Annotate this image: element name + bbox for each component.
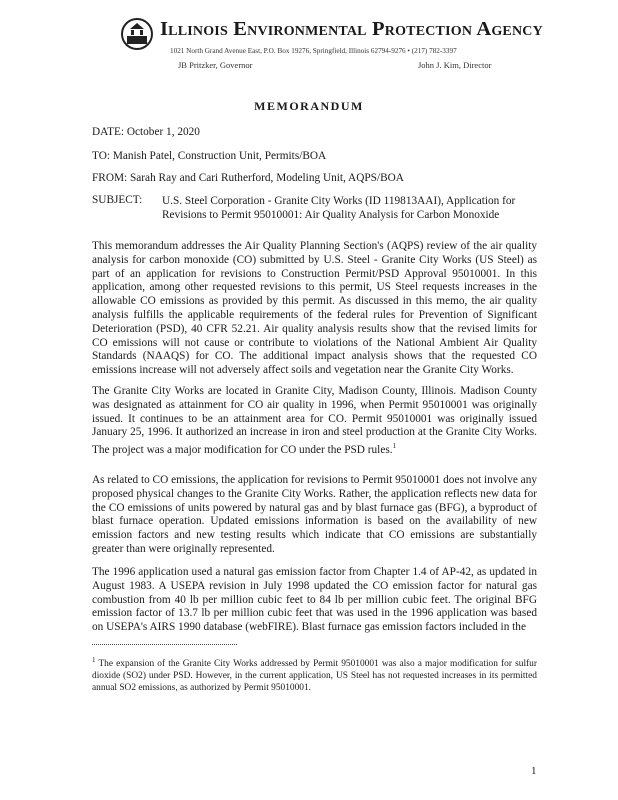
to-value: Manish Patel, Construction Unit, Permits/BOA xyxy=(112,150,327,162)
footnote xyxy=(92,654,537,694)
paragraph-co-emissions: As related to CO emissions, the application for revisions to Permit 95010001 does not involve any proposed physical changes to the Granite City Works. Rather, the application reflects new data for the CO emissions of units powered by natural gas and by blast furnace gas (BFG), a byproduct of blast furnace operation. Updated emissions information is based on the availability of new emission factors and new testing results which indicate that CO emissions are substantially greater than were originally represented. xyxy=(92,474,537,555)
from-label: FROM: xyxy=(92,172,128,184)
memo-title: MEMORANDUM xyxy=(254,99,364,113)
subject-label: SUBJECT: xyxy=(92,194,143,206)
date-label: DATE: xyxy=(92,126,125,138)
paragraph-location-text: The Granite City Works are located in Granite City, Madison County, Illinois. Madison County was designated as attainment for CO air quality in 1996, when Permit 95010001 was originally issued. It continues to be an attainment area for CO. Permit 95010001 was originally issued January 25, 1996. It authorized an increase in iron and steel production at the Granite City Works. The project was a major modification for CO under the PSD rules. xyxy=(92,385,537,456)
director-name: John J. Kim, Director xyxy=(418,60,492,70)
date-line xyxy=(92,126,200,138)
paragraph-intro: This memorandum addresses the Air Quality Planning Section's (AQPS) review of the air quality analysis for carbon monoxide (CO) submitted by U.S. Steel - Granite City Works (US Steel) as part of an application for revisions to Construction Permit/PSD Approval 95010001. In this application, among other requested revisions to this permit, US Steel requests increases in the allowable CO emissions as provided by this permit. As discussed in this memo, the air quality analysis fulfills the applicable requirements of the federal rules for Prevention of Significant Deterioration (PSD), 40 CFR 52.21. Air quality analysis results show that the revised limits for CO emissions will not cause or contribute to violations of the National Ambient Air Quality Standards (NAAQS) for CO. The additional impact analysis shows that the requested CO emissions increase will not adversely affect soils and vegetation near the Granite City Works. xyxy=(92,240,537,377)
subject-value: U.S. Steel Corporation - Granite City Works (ID 119813AAI), Application for Revisions to Permit 95010001: Air Quality Analysis for Carbon Monoxide xyxy=(162,195,516,221)
subject-line xyxy=(92,194,142,206)
footnote-mark: 1 xyxy=(92,656,96,664)
governor-name: JB Pritzker, Governor xyxy=(178,60,253,70)
footnote-text: The expansion of the Granite City Works addressed by Permit 95010001 was also a major modification for sulfur dioxide (SO2) under PSD. However, in the current application, US Steel has not requested increases in its permitted annual SO2 emissions, as authorized by Permit 95010001. xyxy=(92,659,537,694)
paragraph-emission-factors: The 1996 application used a natural gas emission factor from Chapter 1.4 of AP-42, as updated in August 1983. A USEPA revision in July 1998 updated the CO emission factor for natural gas combustion from 40 lb per million cubic feet to 84 lb per million cubic feet. The original BFG emission factor of 13.7 lb per million cubic feet that was used in the 1996 application was based on USEPA's AIRS 1990 database (webFIRE). Blast furnace gas emission factors included in the xyxy=(92,566,537,634)
agency-address: 1021 North Grand Avenue East, P.O. Box 19276, Springfield, Illinois 62794-9276 • (217) 782-3397 xyxy=(170,47,457,55)
agency-name: Illinois Environmental Protection Agency xyxy=(160,18,543,40)
paragraph-location xyxy=(92,385,537,458)
footnote-divider xyxy=(92,644,237,645)
from-value: Sarah Ray and Cari Rutherford, Modeling Unit, AQPS/BOA xyxy=(130,172,404,184)
from-line xyxy=(92,172,404,184)
to-line xyxy=(92,150,326,162)
illinois-seal-icon xyxy=(121,17,153,51)
footnote-reference: 1 xyxy=(392,442,397,451)
date-value: October 1, 2020 xyxy=(126,126,200,138)
page-number: 1 xyxy=(531,765,537,777)
to-label: TO: xyxy=(92,150,110,162)
